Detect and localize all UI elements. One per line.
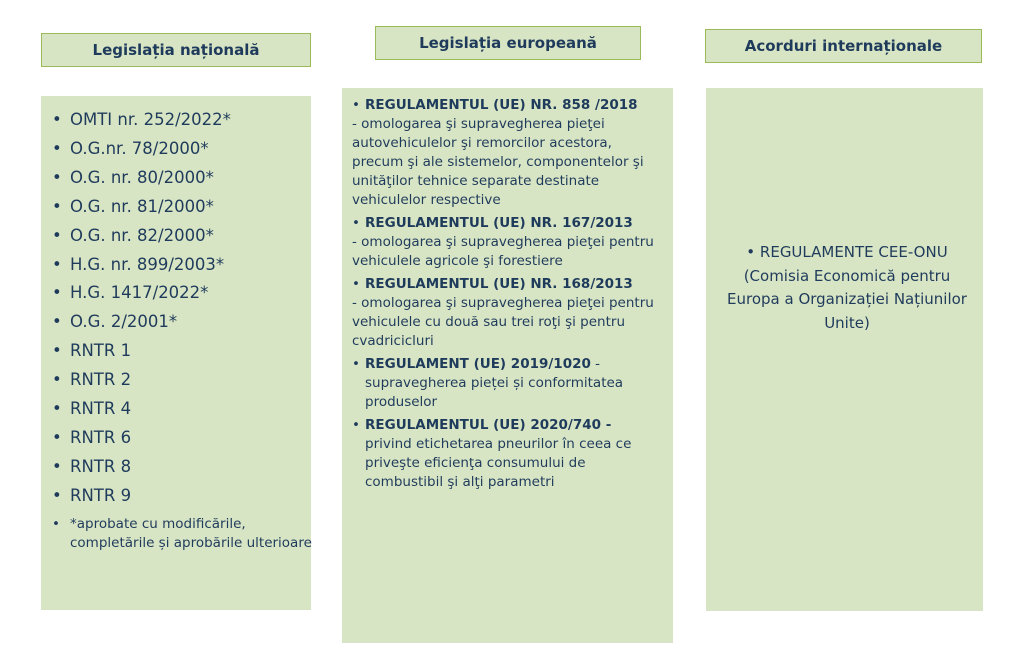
- european-legislation-list: [352, 96, 662, 496]
- regulation-description: - omologarea şi supravegherea pieţei autovehiculelor şi remorcilor acestora, precum şi ale sistemelor, componentelor şi unităţilor tehnice separate destinate vehiculelor respective: [352, 116, 644, 208]
- list-item: [352, 355, 662, 412]
- list-item: • RNTR 2: [52, 366, 314, 395]
- list-item: • O.G. nr. 80/2000*: [52, 164, 314, 193]
- list-item: • O.G. nr. 81/2000*: [52, 193, 314, 222]
- header-national-legislation: Legislația națională: [41, 33, 311, 67]
- regulation-description: - omologarea şi supravegherea pieţei pentru vehiculele agricole şi forestiere: [352, 234, 654, 269]
- list-item: • RNTR 6: [52, 424, 314, 453]
- footnote: • *aprobate cu modificările, completările și aprobările ulterioare: [52, 515, 314, 553]
- list-item: [352, 96, 662, 210]
- regulation-title: REGULAMENT (UE) 2019/1020: [365, 356, 591, 372]
- national-legislation-list: [52, 106, 314, 553]
- regulation-description: privind etichetarea pneurilor în ceea ce priveşte eficienţa consumului de combustibil şi alţi parametri: [365, 436, 632, 490]
- list-item: • H.G. 1417/2022*: [52, 279, 314, 308]
- regulation-title: REGULAMENTUL (UE) NR. 168/2013: [365, 276, 633, 292]
- regulation-description: - supravegherea pieței și conformitatea produselor: [365, 356, 624, 410]
- list-item: [352, 275, 662, 351]
- list-item: • RNTR 9: [52, 482, 314, 511]
- international-agreements-box: [706, 88, 983, 611]
- un-ece-regulations-text: • REGULAMENTE CEE-ONU (Comisia Economică pentru Europa a Organizației Națiunilor Unite): [727, 243, 967, 332]
- list-item: • RNTR 4: [52, 395, 314, 424]
- list-item: • O.G.nr. 78/2000*: [52, 135, 314, 164]
- list-item: • RNTR 8: [52, 453, 314, 482]
- list-item: • OMTI nr. 252/2022*: [52, 106, 314, 135]
- header-european-legislation: Legislația europeană: [375, 26, 641, 60]
- header-international-agreements: Acorduri internaționale: [705, 29, 982, 63]
- regulation-description: - omologarea şi supravegherea pieţei pentru vehiculele cu două sau trei roţi şi pentru cvadricicluri: [352, 295, 654, 349]
- list-item: • O.G. nr. 82/2000*: [52, 222, 314, 251]
- list-item: • H.G. nr. 899/2003*: [52, 251, 314, 280]
- regulation-title: REGULAMENTUL (UE) NR. 858 /2018: [365, 97, 638, 113]
- regulation-title: REGULAMENTUL (UE) 2020/740 -: [365, 417, 612, 433]
- regulation-title: REGULAMENTUL (UE) NR. 167/2013: [365, 215, 633, 231]
- list-item: [352, 416, 662, 492]
- list-item: [352, 214, 662, 271]
- list-item: • O.G. 2/2001*: [52, 308, 314, 337]
- list-item: • RNTR 1: [52, 337, 314, 366]
